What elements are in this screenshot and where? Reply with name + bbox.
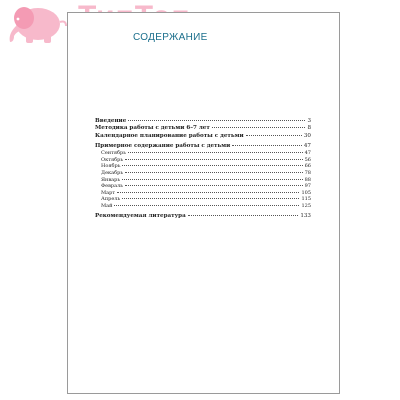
toc-leader bbox=[188, 215, 299, 216]
toc-leader bbox=[122, 198, 299, 199]
toc-month-label: Октябрь bbox=[101, 156, 124, 163]
toc-leader bbox=[114, 205, 299, 206]
toc-month-entry[interactable] bbox=[95, 170, 311, 177]
toc-month-entry[interactable] bbox=[95, 157, 311, 164]
toc-month-entry[interactable] bbox=[95, 183, 311, 190]
toc-month-entry[interactable] bbox=[95, 150, 311, 157]
toc-entry-calendar[interactable] bbox=[95, 133, 311, 140]
toc-month-page: 115 bbox=[301, 196, 311, 203]
toc-month-entry[interactable] bbox=[95, 163, 311, 170]
toc-leader bbox=[246, 135, 302, 136]
toc-leader bbox=[122, 165, 302, 166]
toc-leader bbox=[125, 172, 303, 173]
toc-month-label: Сентябрь bbox=[101, 150, 126, 157]
toc-month-page: 66 bbox=[304, 163, 311, 170]
toc-entry-label: Календарное планирование работы с детьми bbox=[95, 132, 244, 139]
toc-leader bbox=[125, 185, 303, 186]
toc-leader bbox=[128, 120, 305, 121]
toc-month-label: Февраль bbox=[101, 183, 124, 190]
toc-entry-label: Примерное содержание работы с детьми bbox=[95, 142, 231, 149]
toc-entry-sample[interactable] bbox=[95, 143, 311, 150]
table-of-contents bbox=[95, 118, 311, 220]
toc-entry-page: 8 bbox=[307, 125, 311, 132]
toc-entry-page: 30 bbox=[303, 132, 311, 139]
toc-month-entry[interactable] bbox=[95, 177, 311, 184]
toc-leader bbox=[117, 192, 299, 193]
toc-month-page: 125 bbox=[301, 202, 311, 209]
toc-month-label: Январь bbox=[101, 176, 121, 183]
toc-month-entry[interactable] bbox=[95, 196, 311, 203]
toc-entry-label: Методика работы с детьми 6–7 лет bbox=[95, 125, 210, 132]
toc-month-label: Апрель bbox=[101, 196, 121, 203]
toc-leader bbox=[212, 127, 306, 128]
toc-entry-label: Введение bbox=[95, 118, 127, 124]
section-title: СОДЕРЖАНИЕ bbox=[133, 32, 208, 43]
toc-entry-method[interactable] bbox=[95, 125, 311, 132]
toc-leader bbox=[122, 179, 303, 180]
toc-month-page: 56 bbox=[304, 156, 311, 163]
toc-month-label: Ноябрь bbox=[101, 163, 121, 170]
toc-month-page: 105 bbox=[301, 189, 311, 196]
toc-month-label: Декабрь bbox=[101, 169, 124, 176]
toc-month-page: 88 bbox=[304, 176, 311, 183]
toc-month-page: 97 bbox=[304, 183, 311, 190]
toc-month-page: 78 bbox=[304, 169, 311, 176]
toc-month-label: Март bbox=[101, 189, 116, 196]
toc-leader bbox=[128, 152, 303, 153]
toc-leader bbox=[232, 145, 302, 146]
toc-month-entry[interactable] bbox=[95, 203, 311, 210]
toc-entry-page: 47 bbox=[303, 142, 311, 149]
toc-entry-page: 3 bbox=[307, 118, 311, 124]
toc-entry-label: Рекомендуемая литература bbox=[95, 212, 186, 219]
toc-entry-page: 133 bbox=[300, 212, 311, 219]
toc-month-entry[interactable] bbox=[95, 190, 311, 197]
toc-entry-literature[interactable] bbox=[95, 213, 311, 220]
toc-month-page: 47 bbox=[304, 150, 311, 157]
toc-month-label: Май bbox=[101, 202, 113, 209]
toc-leader bbox=[125, 159, 303, 160]
